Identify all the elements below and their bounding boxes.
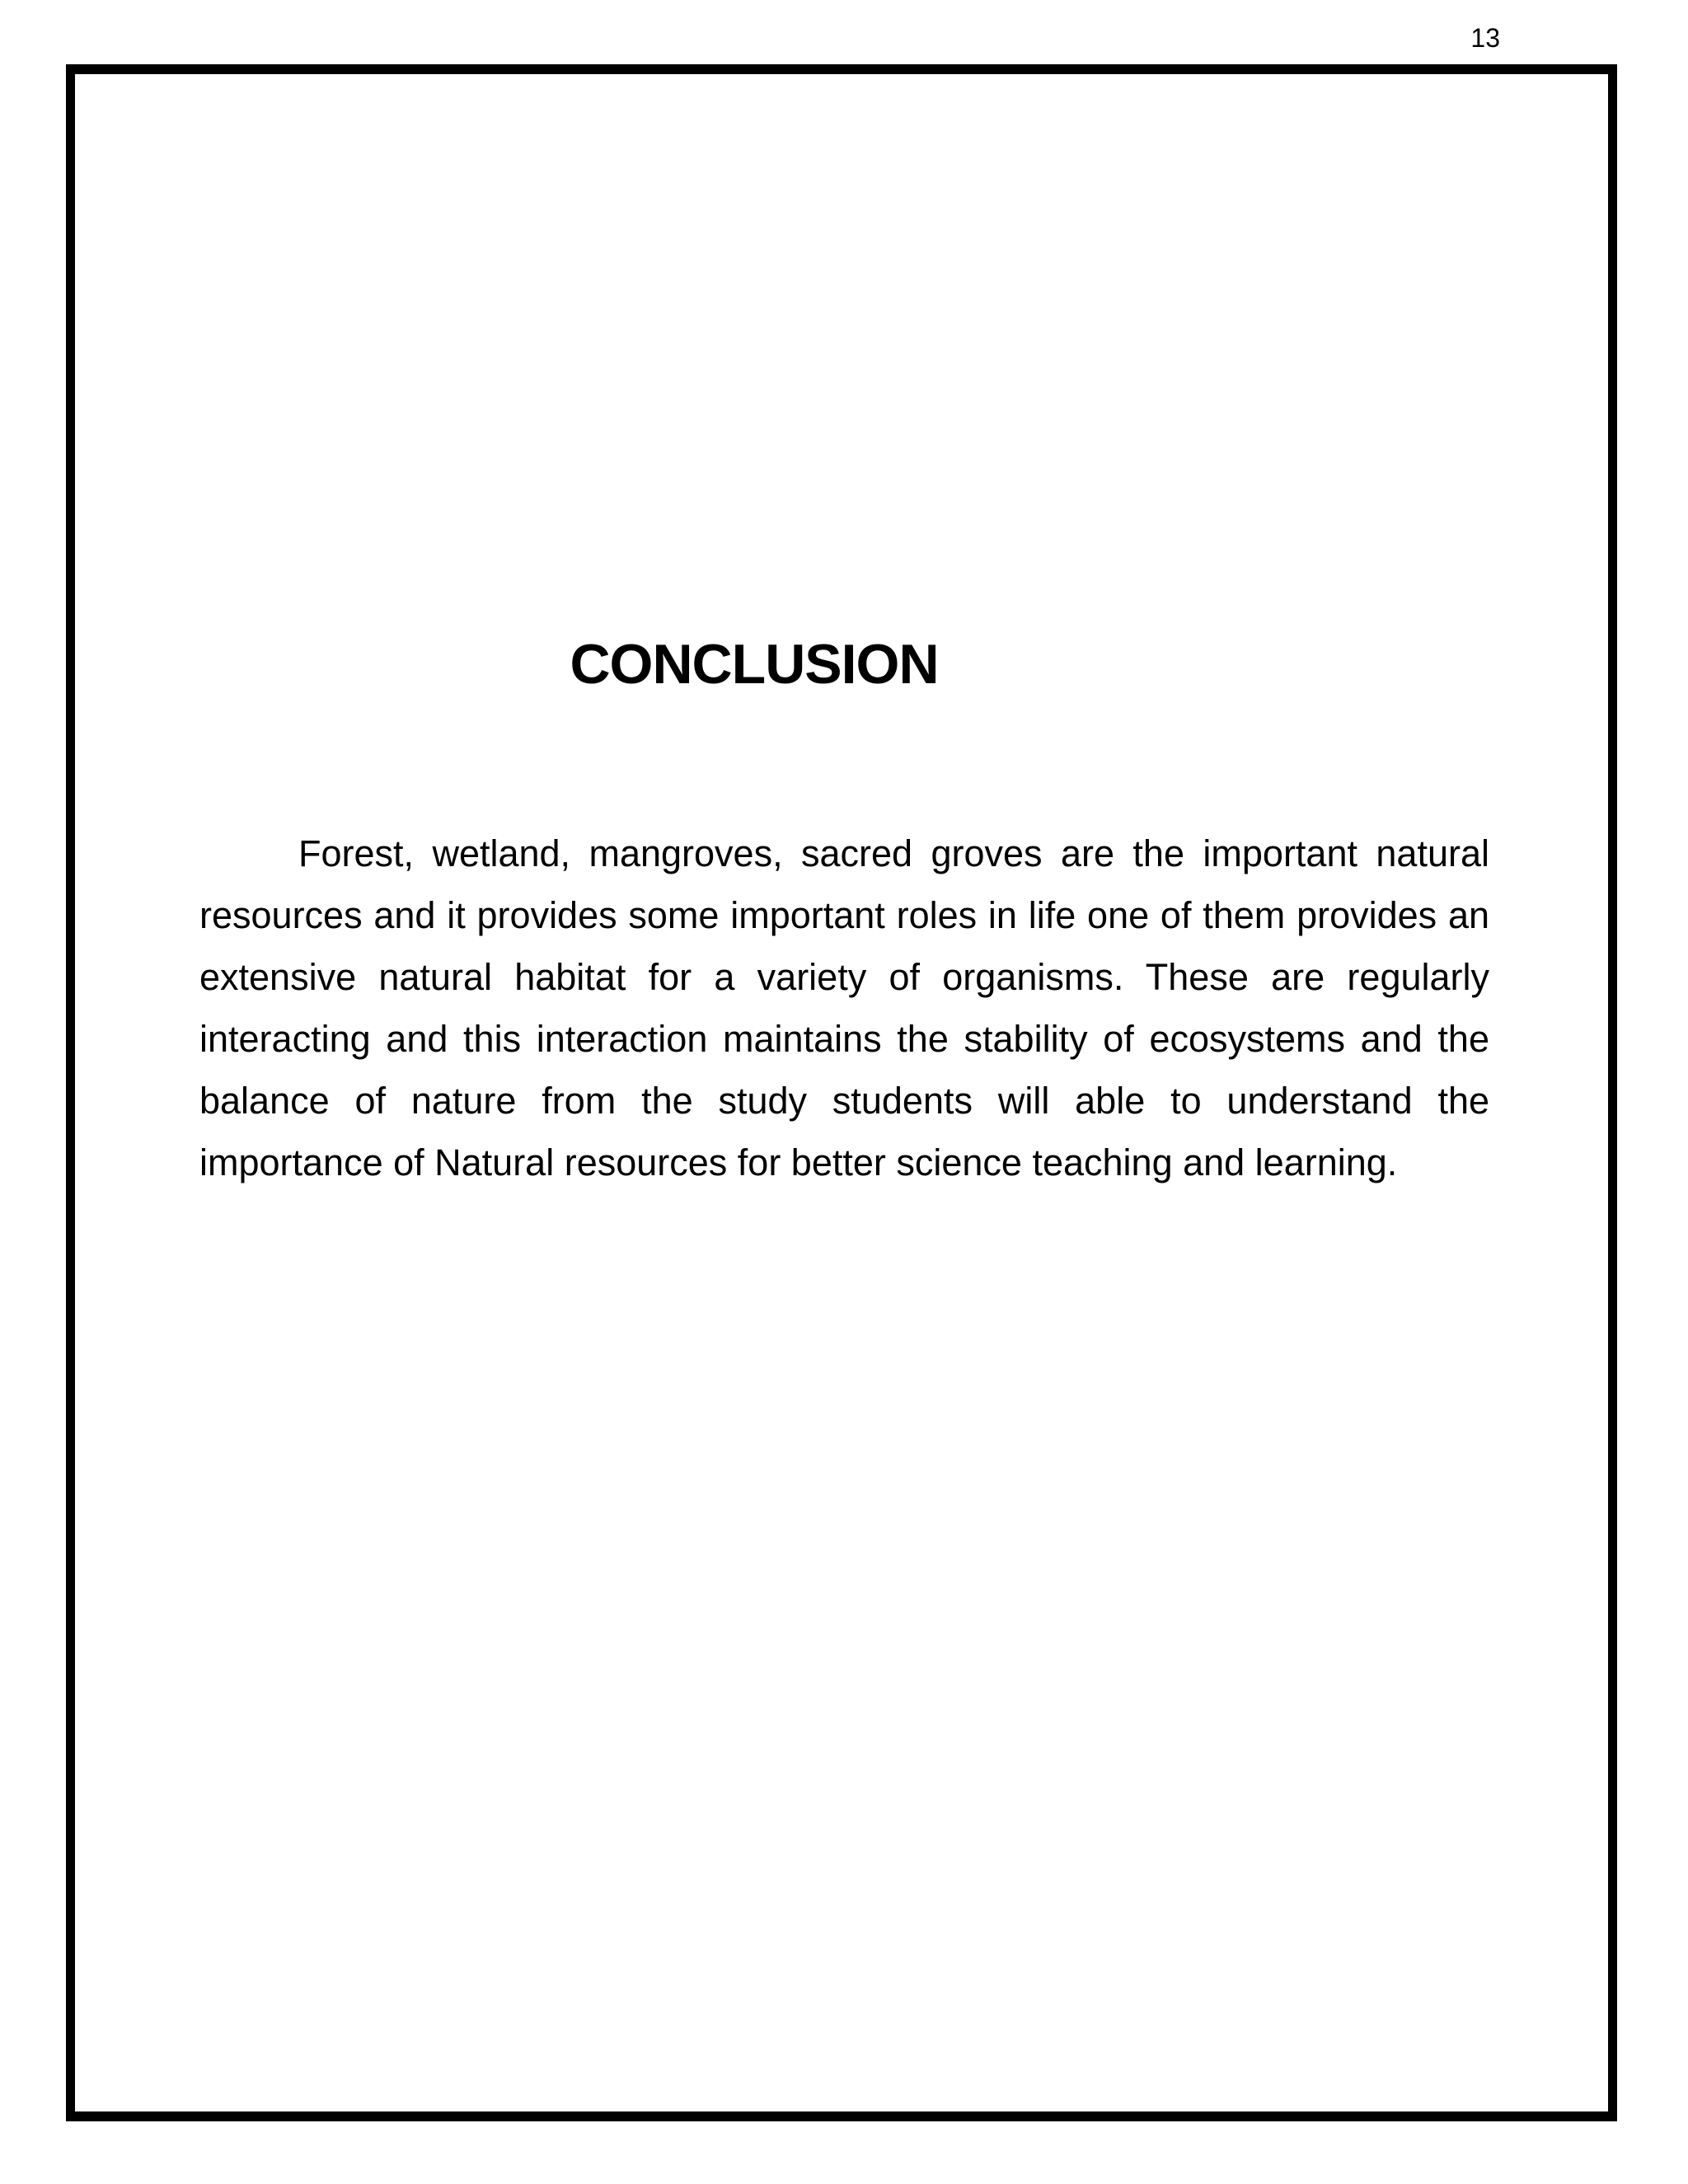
page-number: 13 <box>1470 23 1500 53</box>
section-heading: CONCLUSION <box>570 632 939 696</box>
conclusion-paragraph: Forest, wetland, mangroves, sacred groves are the important natural resources and it provides some important roles in life one of them provides an extensive natural habitat for a variety of organisms. These are regularly interacting and this interaction maintains the stability of ecosystems and the balance of nature from the study students will able to understand the importance of Natural resources for better science teaching and learning. <box>199 832 1489 1183</box>
